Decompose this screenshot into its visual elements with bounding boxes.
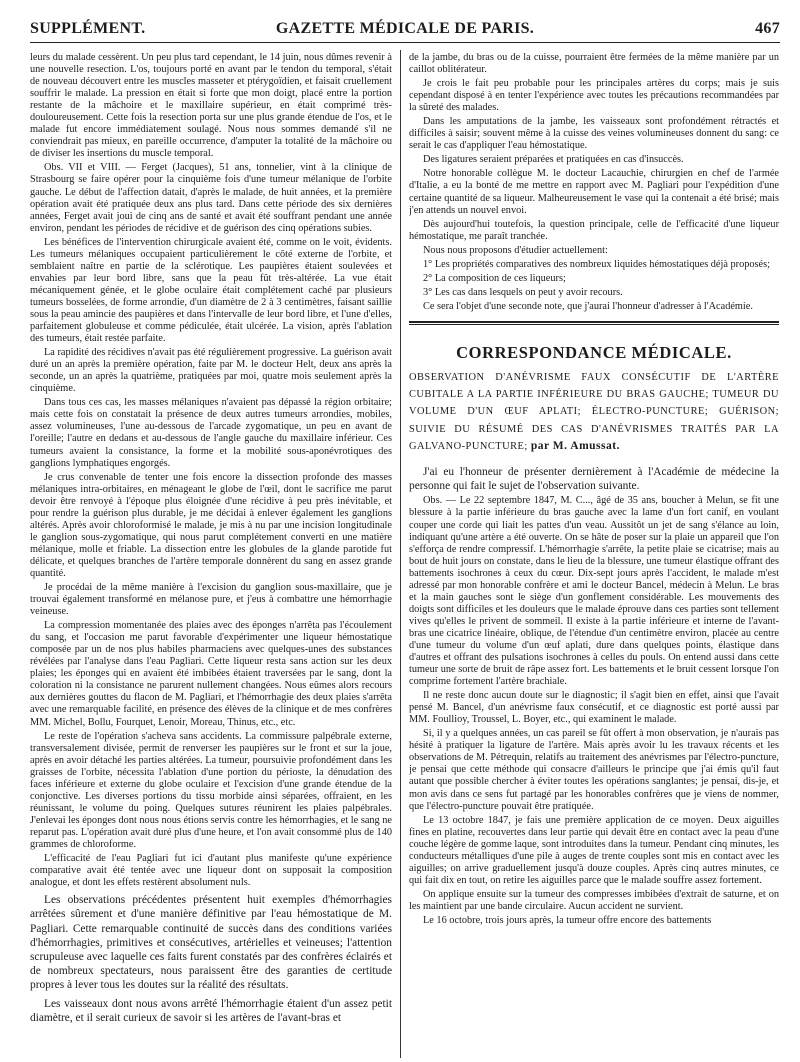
paragraph: Il ne reste donc aucun doute sur le diagnostic; il s'agit bien en effet, ainsi que l'avait pensé M. Bancel, d'un anévrisme faux consécutif, et ce diagnostic est porté aussi par MM. Foullioy, Troussel, L. Boyer, etc., qui examinent le malade.	[409, 690, 779, 726]
page-header	[30, 18, 780, 43]
paragraph: Obs. VII et VIII. — Ferget (Jacques), 51 ans, tonnelier, vint à la clinique de Strasbourg se faire opérer pour la cinquième fois d'une tumeur mélanique de l'orbite gauche. Le début de l'affection datait, d'après le malade, de huit années, et la première opération avait été pratiquée deux ans plus tard. Dans cette période des six dernières années, Ferget avait joui de cinq ans de santé et avait été souffrant pendant une année environ, pendant les périodes de récidive et de guérison des cinq opérations subies.	[30, 162, 392, 234]
paragraph: Si, il y a quelques années, un cas pareil se fût offert à mon observation, je n'aurais pas hésité à pratiquer la ligature de l'artère. Mais après avoir lu les travaux récents et les observations de M. Pétrequin, relatifs au traitement des anévrismes par l'électro-puncture, je pensai que cette méthode qui consacre d'ailleurs le principe que j'ai émis qu'il faut autant que possible chercher à éviter toutes les opérations sanglantes; je pensai, dis-je, et mon avis dans ce sens fut partagé par les honorables confrères que je viens de nommer, que l'électro-puncture pouvait être pratiquée.	[409, 728, 779, 812]
section-rule-thick	[409, 321, 779, 323]
observation-author: par M. Amussat.	[530, 439, 620, 452]
header-page-number: 467	[755, 20, 780, 37]
paragraph: La compression momentanée des plaies avec des éponges n'arrêta pas l'écoulement du sang, et l'occasion me parut favorable d'expérimenter une liqueur hémostatique composée par un de nos plus habiles pharmaciens avec quelques-unes des substances révélées par l'analyse dans l'eau Pagliari. Cette liqueur resta sans action sur les deux plaies; les éponges qui en avaient été imbibées étaient traversées par le sang, dont la coloration ni la consistance ne parurent nullement changées. Nous eûmes alors recours aux dernières gouttes du flacon de M. Pagliari, et l'hémorrhagie des deux plaies s'arrêta avec une remarquable facilité, en présence des élèves de la clinique et de mes confrères MM. Michel, Bollu, Fourquet, Lenoir, Moreau, Thinus, etc., etc.	[30, 620, 392, 728]
paragraph: leurs du malade cessèrent. Un peu plus tard cependant, le 14 juin, nous dûmes revenir à une nouvelle resection. L'os, toujours porté en avant par le tendon du temporal, s'était de nouveau découvert entre les muscles masseter et ptérygoïdien, et faisait cruellement souffrir le malade. La pression en était si forte que mon doigt, placé entre la portion restante de la mâchoire et le maxillaire supérieur, en était comprimé très-douloureusement. Cette fois la resection porta sur une plus grande étendue de l'os, et le malade fut encore immédiatement soulagé. Nous nous sommes demandé s'il ne conviendrait pas mieux, en pareille occurrence, d'amputer la totalité de la mâchoire ou de diviser les insertions du muscle temporal.	[30, 52, 392, 160]
column-divider	[400, 50, 401, 1058]
paragraph: Je crus convenable de tenter une fois encore la dissection profonde des masses mélaniques intra-orbitaires, en ménageant le globe de l'œil, dont le sacrifice me parut devoir être renvoyé à l'époque plus éloignée d'une récidive à peu près inévitable, et pour rendre la guérison plus durable, je me décidai à enlever également les ganglions altérés. Après avoir chloroformisé le malade, je mis à nu par une incision longitudinale le ganglion sous-zygomatique, qui nous parut complétement converti en une matière mélanique, molle et friable. La dissection entre les globules de la glande parotide fut délicate, et quelques branches de l'artère temporale donnèrent du sang en assez grande quantité.	[30, 471, 392, 579]
paragraph: Notre honorable collègue M. le docteur Lacauchie, chirurgien en chef de l'armée d'Italie, a eu la bonté de me mettre en rapport avec M. Pagliari pour l'expédition d'une certaine quantité de sa liqueur. Malheureusement le vase qui la contenait a été brisé; mais j'en attends un nouvel envoi.	[409, 168, 779, 216]
paragraph: Le 16 octobre, trois jours après, la tumeur offre encore des battements	[423, 915, 712, 926]
paragraph: La rapidité des récidives n'avait pas été régulièrement progressive. La guérison avait duré un an après la première opération, faite par M. le docteur Helt, deux ans après la seconde, un an après la quatrième, pratiquées par moi, quatre mois seulement après la cinquième.	[30, 347, 392, 395]
paragraph: Les bénéfices de l'intervention chirurgicale avaient été, comme on le voit, évidents. Les tumeurs mélaniques occupaient particulièrement le côté externe de l'orbite, et semblaient naître en partie de la sclérotique. Les paupières étaient soulevées et envahies par leur bord libre, sans que la peau fût très-altérée. La vue était mécaniquement génée, et le globe oculaire était complétement caché par plusieurs tumeurs bosselées, de forme arrondie, d'un diamètre de 2 à 3 centimètres, faisant saillie sous la peau amincie des paupières et dans l'intervalle de leur bord libre, et l'une d'elles, parfaitement globuleuse et comme pédiculée, était ulcérée. La vision, après l'ablation des tumeurs, était restée parfaite.	[30, 236, 392, 345]
paragraph: Je procédai de la même manière à l'excision du ganglion sous-maxillaire, que je trouvai également transformé en mélanose pure, et j'eus à combattre une hémorrhagie veineuse.	[30, 582, 392, 618]
section-title: CORRESPONDANCE MÉDICALE.	[456, 342, 732, 362]
intro-paragraph: J'ai eu l'honneur de présenter dernièrement à l'Académie de médecine la personne qui fait le sujet de l'observation suivante.	[409, 466, 779, 493]
paragraph: Nous nous proposons d'étudier actuellement:	[423, 244, 608, 256]
right-column	[409, 52, 779, 1062]
header-journal-title: GAZETTE MÉDICALE DE PARIS.	[275, 20, 535, 37]
header-supplement-label: SUPPLÉMENT.	[30, 20, 146, 37]
observation-title-text: OBSERVATION D'ANÉVRISME FAUX CONSÉCUTIF DE L'ARTÈRE CUBITALE A LA PARTIE INFÉRIEURE DU BRAS GAUCHE; TUMEUR DU VOLUME D'UN ŒUF APLATI; ÉLECTRO-PUNCTURE; GUÉRISON; SUIVIE DU RÉSUMÉ DES CAS D'ANÉVRISMES TRAITÉS PAR LA GALVANO-PUNCTURE;	[409, 371, 779, 452]
paragraph: Dès aujourd'hui toutefois, la question principale, celle de l'efficacité d'une liqueur hémostatique, me paraît tranchée.	[409, 218, 779, 242]
paragraph: Le 13 octobre 1847, je fais une première application de ce moyen. Deux aiguilles fines en platine, recouvertes dans leur partie qui devait être en contact avec la peau d'une couche légère de gomme laque, sont introduites dans la tumeur. Pendant cinq minutes, les conducteurs métalliques d'une pile à auges de trente couples sont mis en contact avec les aiguilles; on arrive graduellement jusqu'à douze couples. Après cinq autres minutes, ce qui fait dix en tout, on retire les aiguilles parce que le malade souffre assez fortement.	[409, 814, 779, 886]
paragraph: Dans tous ces cas, les masses mélaniques n'avaient pas dépassé la région orbitaire; mais cette fois on constatait la présence de deux autres tumeurs arrondies, mobiles, assez volumineuses, l'une au-dessous de l'arcade zygomatique, un peu en avant de l'oreille; l'autre en dedans et au-dessous de l'angle gauche du maxillaire inférieur. Ces tumeurs avaient la consistance, la forme et la mobilité sous-aponévrotiques des ganglions lymphatiques engorgés.	[30, 397, 392, 469]
section-rule-thin	[409, 324, 779, 325]
list-item: 3° Les cas dans lesquels on peut y avoir recours.	[423, 286, 623, 298]
paragraph: Les vaisseaux dont nous avons arrêté l'hémorrhagie étaient d'un assez petit diamètre, et il serait curieux de savoir si les artères de l'avant-bras et	[30, 997, 392, 1024]
paragraph: Des ligatures seraient préparées et pratiquées en cas d'insuccès.	[423, 154, 684, 166]
paragraph: L'efficacité de l'eau Pagliari fut ici d'autant plus manifeste qu'une expérience comparative avait été tentée avec une liqueur dont on supposait la composition analogue, et dont les effets restèrent absolument nuls.	[30, 853, 392, 889]
observation-title	[409, 369, 779, 455]
list-item: 1° Les propriétés comparatives des nombreux liquides hémostatiques déjà proposés;	[423, 258, 770, 270]
paragraph: Obs. — Le 22 septembre 1847, M. C..., âgé de 35 ans, boucher à Melun, se fit une blessure à la partie inférieure du bras gauche avec la lame d'un fort canif, en voulant couper une corde qui liait les pattes d'un veau. Aussitôt un jet de sang s'élance au loin, indiquant qu'une artère a été ouverte. On se hâte de poser sur la plaie un appareil que l'on s'efforça de rendre compressif. L'hémorrhagie s'arrête, la petite plaie se cicatrise; mais au bout de huit jours on constate, dans le lieu de la blessure, une tumeur élastique offrant des battements isochrones à ceux du cœur. Dix-sept jours après l'accident, le malade m'est adressé par mon honorable confrère et ami le docteur Bancel, médecin à Melun. Le bras et la main gauches sont le siège d'un gonflement considérable. Les mouvements des doigts sont difficiles et les douleurs que le malade éprouve dans ces parties sont tellement vives qu'elles le privent de sommeil. Il existe à la partie inférieure et interne de l'avant-bras une cicatrice linéaire, oblique, de l'étendue d'un centimètre environ, placée au centre d'une tumeur du volume d'un œuf aplati, dure dans quelques points, élastique dans d'autres et offrant des pulsations isochrones à celles du pouls. On entend aussi dans cette tumeur une sorte de bruit de râpe assez fort. Les battements et le bruit cessent lorsque l'on comprime fortement l'artère brachiale.	[409, 495, 779, 688]
left-column	[30, 52, 392, 1062]
paragraph: Les observations précédentes présentent huit exemples d'hémorrhagies arrêtées sûrement et d'une manière définitive par l'eau hémostatique de M. Pagliari. Cette remarquable continuité de succès dans des conditions variées d'hémorrhagies, primitives et consécutives, artérielles et veineuses; l'attention scrupuleuse avec laquelle ces faits furent constatés par des confrères éclairés et de nombreux spectateurs, nous paraissent être des garanties de certitude propres à lever tous les doutes sur la réalité des résultats.	[30, 894, 392, 992]
paragraph: Le reste de l'opération s'acheva sans accidents. La commissure palpébrale externe, transversalement divisée, permit de renverser les paupières sur le front et sur la joue, après en avoir détaché les parties altérées. La tumeur, poursuivie profondément dans les graisses de l'orbite, nécessita l'ablation d'une portion du périoste, la dénudation des faces inférieure et externe du globe oculaire et l'excision d'une grande étendue de la conjonctive. Les diverses portions du tissu morbide ainsi séparées, offraient, en les réunissant, le volume du poing. Quelques sutures réunirent les plaies palpébrales. J'enlevai les éponges dont nous nous étions servis contre les hémorrhagies, et le sang ne reparut pas. L'opération avait duré plus d'une heure, et l'on avait consommé plus de 140 grammes de chloroforme.	[30, 730, 392, 850]
paragraph: Je crois le fait peu probable pour les principales artères du corps; mais je suis cependant disposé à en tenter l'expérience avec toutes les précautions recommandées par la sûreté des malades.	[409, 78, 779, 114]
paragraph: On applique ensuite sur la tumeur des compresses imbibées d'extrait de saturne, et on les maintient par une bande circulaire. Aucun accident ne survient.	[409, 888, 779, 912]
paragraph: Ce sera l'objet d'une seconde note, que j'aurai l'honneur d'adresser à l'Académie.	[423, 300, 753, 312]
paragraph: de la jambe, du bras ou de la cuisse, pourraient être fermées de la même manière par un caillot oblitérateur.	[409, 52, 779, 76]
list-item: 2° La composition de ces liqueurs;	[423, 272, 566, 284]
paragraph: Dans les amputations de la jambe, les vaisseaux sont profondément rétractés et difficiles à saisir; souvent même à la cuisse des veines volumineuses donnent du sang: ce serait le cas d'appliquer l'eau hémostatique.	[409, 116, 779, 152]
